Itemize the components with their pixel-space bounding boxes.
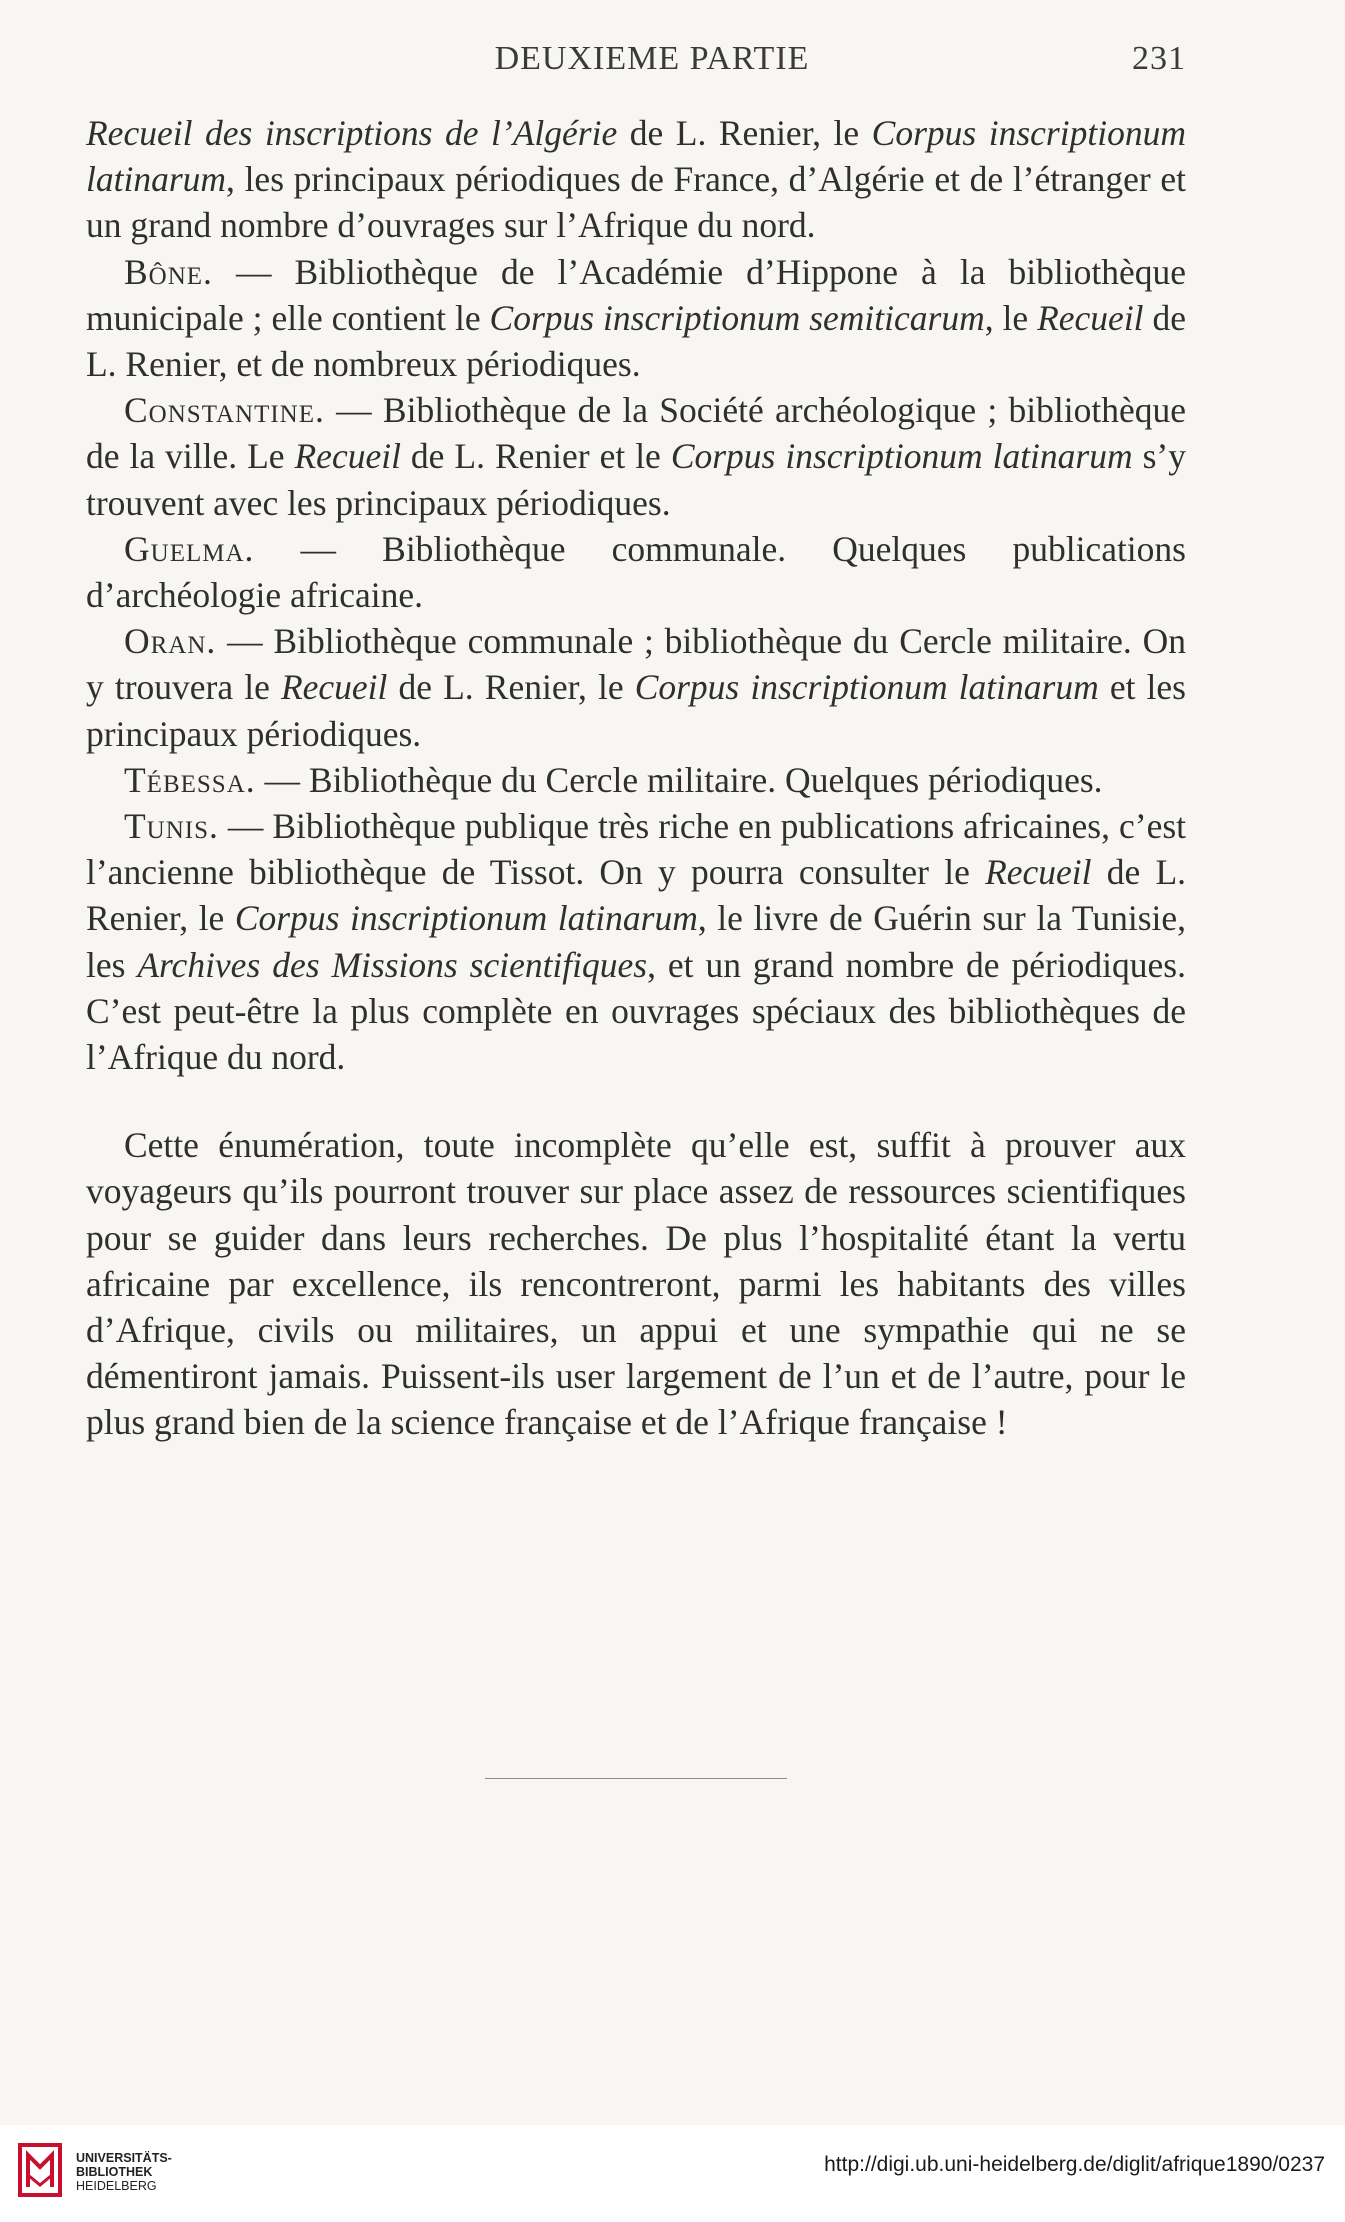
entry-tunis: Tunis. — Bibliothèque publique très riche en publications africaines, c’est l’ancienne bibliothèque de Tissot. On y pourra consulter le Recueil de L. Renier, le Corpus inscriptionum latinarum, le livre de Guérin sur la Tunisie, les Archives des Missions scientifiques, et un grand nombre de périodiques. C’est peut-être la plus complète en ouvrages spéciaux des bibliothèques de l’Afrique du nord.: [86, 806, 1186, 1078]
city-name: Constantine.: [124, 390, 325, 431]
italic-title: Corpus inscriptionum latinarum: [634, 667, 1099, 708]
permalink-url[interactable]: http://digi.ub.uni-heidelberg.de/diglit/afrique1890/0237: [824, 2153, 1325, 2176]
city-name: Guelma.: [124, 528, 255, 569]
italic-title: Corpus inscriptionum latinarum: [234, 898, 698, 939]
running-head: [118, 40, 1186, 90]
entry-guelma: Guelma. — Bibliothèque communale. Quelques publications d’archéologie africaine.: [86, 528, 1186, 616]
entry-oran: Oran. — Bibliothèque communale ; bibliothèque du Cercle militaire. On y trouvera le Recueil de L. Renier, le Corpus inscriptionum latinarum et les principaux périodiques.: [86, 621, 1186, 754]
closing-paragraph: Cette énumération, toute incomplète qu’elle est, suffit à prouver aux voyageurs qu’ils pourront trouver sur place assez de ressources scientifiques pour se guider dans leurs recherches. De plus l’hospitalité étant la vertu africaine par excellence, ils rencontreront, parmi les habitants des villes d’Afrique, civils ou militaires, un appui et une sympathie qui ne se démentiront jamais. Puissent-ils user largement de l’un et de l’autre, pour le plus grand bien de la science française et de l’Afrique française !: [86, 1125, 1186, 1443]
italic-title: Corpus inscriptionum latinarum: [670, 436, 1133, 477]
body-text: [86, 110, 1186, 1446]
entry-bone: Bône. — Bibliothèque de l’Académie d’Hippone à la bibliothèque municipale ; elle contient le Corpus inscriptionum semiticarum, le Recueil de L. Renier, et de nombreux périodiques.: [86, 251, 1186, 385]
entry-constantine: Constantine. — Bibliothèque de la Société archéologique ; bibliothèque de la ville. Le Recueil de L. Renier et le Corpus inscriptionum latinarum s’y trouvent avec les principaux périodiques.: [86, 390, 1187, 523]
italic-title: Corpus inscriptionum latinarum: [86, 113, 1186, 200]
italic-title: Recueil: [985, 852, 1092, 893]
city-name: Bône.: [124, 251, 213, 292]
institution-name: UNIVERSITÄTS- BIBLIOTHEK HEIDELBERG: [76, 2151, 172, 2193]
italic-title: Recueil: [294, 436, 401, 477]
paragraph-continuation: Recueil des inscriptions de l’Algérie de L. Renier, le Corpus inscriptionum latinarum, les principaux périodiques de France, d’Algérie et de l’étranger et un grand nombre d’ouvrages sur l’Afrique du nord.: [86, 113, 1186, 246]
end-rule: [485, 1778, 787, 1779]
city-name: Oran.: [124, 621, 217, 662]
city-name: Tunis.: [124, 806, 219, 847]
entry-tebessa: Tébessa. — Bibliothèque du Cercle militaire. Quelques périodiques.: [124, 759, 1103, 800]
heidelberg-library-logo-icon: [14, 2139, 66, 2201]
running-title: DEUXIEME PARTIE: [494, 40, 810, 77]
city-name: Tébessa.: [124, 759, 256, 800]
italic-title: Corpus inscriptionum semiticarum: [489, 297, 985, 338]
digitization-footer: [0, 2125, 1345, 2222]
italic-title: Recueil: [1037, 297, 1144, 338]
italic-title: Recueil: [280, 667, 388, 708]
italic-title: Recueil des inscriptions de l’Algérie: [86, 113, 618, 153]
italic-title: Archives des Missions scientifiques: [137, 944, 648, 985]
page-number: 231: [1132, 40, 1186, 77]
